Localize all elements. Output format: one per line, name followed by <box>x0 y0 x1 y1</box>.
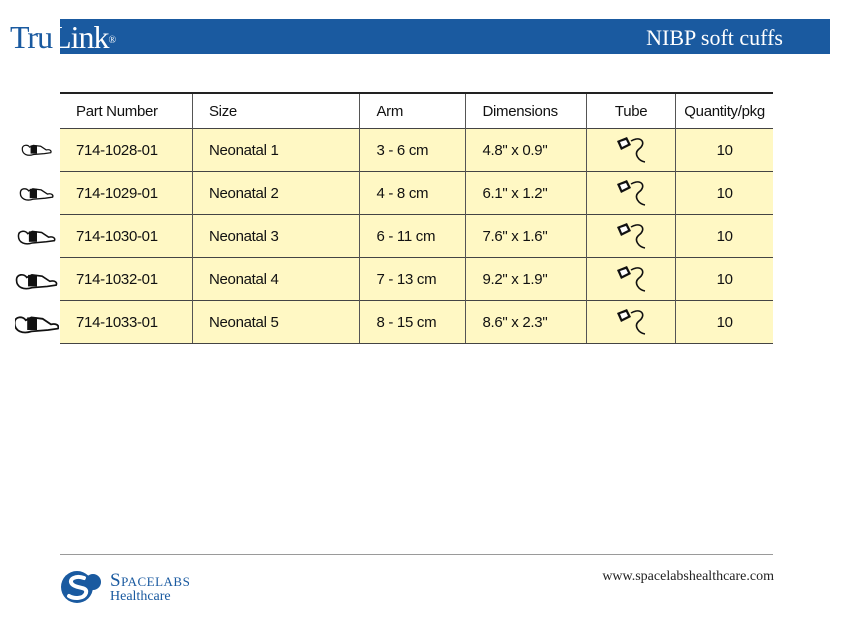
size-cell: Neonatal 4 <box>192 258 360 301</box>
column-header-size: Size <box>192 93 360 129</box>
size-cell: Neonatal 3 <box>192 215 360 258</box>
tube-connector-icon <box>611 281 651 298</box>
tube-connector-icon <box>611 152 651 169</box>
tube-cell <box>587 172 676 215</box>
cuff-icon <box>14 259 60 301</box>
size-cell: Neonatal 1 <box>192 129 360 172</box>
part-number-cell: 714-1028-01 <box>60 129 192 172</box>
dimensions-cell: 9.2" x 1.9" <box>466 258 587 301</box>
table-row <box>60 258 773 301</box>
dimensions-cell: 7.6" x 1.6" <box>466 215 587 258</box>
part-number-cell: 714-1029-01 <box>60 172 192 215</box>
arm-cell: 7 - 13 cm <box>360 258 466 301</box>
table-row <box>60 129 773 172</box>
table-row <box>60 301 773 344</box>
spacelabs-s-icon <box>60 570 104 604</box>
cuff-icon <box>14 128 60 170</box>
product-table <box>60 92 773 344</box>
arm-cell: 6 - 11 cm <box>360 215 466 258</box>
quantity-cell: 10 <box>676 215 773 258</box>
column-header-tube: Tube <box>587 93 676 129</box>
tube-cell <box>587 215 676 258</box>
column-header-dimensions: Dimensions <box>466 93 587 129</box>
spacelabs-logo <box>60 570 190 604</box>
part-number-cell: 714-1030-01 <box>60 215 192 258</box>
dimensions-cell: 4.8" x 0.9" <box>466 129 587 172</box>
tube-connector-icon <box>611 324 651 341</box>
logo-wordmark: Spacelabs <box>110 570 191 591</box>
column-header-arm: Arm <box>360 93 466 129</box>
website-link[interactable]: www.spacelabshealthcare.com <box>602 569 774 584</box>
column-header-part-number: Part Number <box>60 93 192 129</box>
tube-cell <box>587 258 676 301</box>
table-row <box>60 215 773 258</box>
cuff-icon <box>14 215 60 257</box>
part-number-cell: 714-1033-01 <box>60 301 192 344</box>
column-header-quantity: Quantity/pkg <box>676 93 773 129</box>
dimensions-cell: 6.1" x 1.2" <box>466 172 587 215</box>
part-number-cell: 714-1032-01 <box>60 258 192 301</box>
arm-cell: 3 - 6 cm <box>360 129 466 172</box>
logo-subtitle: Healthcare <box>110 589 171 604</box>
dimensions-cell: 8.6" x 2.3" <box>466 301 587 344</box>
footer-divider <box>60 554 773 555</box>
tube-connector-icon <box>611 195 651 212</box>
trulink-logo: TruLink® <box>10 19 116 55</box>
quantity-cell: 10 <box>676 172 773 215</box>
quantity-cell: 10 <box>676 301 773 344</box>
tube-cell <box>587 301 676 344</box>
cuff-icon <box>14 172 60 214</box>
tube-cell <box>587 129 676 172</box>
page-title: NIBP soft cuffs <box>646 25 783 50</box>
table-row <box>60 172 773 215</box>
arm-cell: 8 - 15 cm <box>360 301 466 344</box>
quantity-cell: 10 <box>676 258 773 301</box>
quantity-cell: 10 <box>676 129 773 172</box>
cuff-icon <box>14 302 60 344</box>
table-header-row <box>60 93 773 129</box>
tube-connector-icon <box>611 238 651 255</box>
size-cell: Neonatal 2 <box>192 172 360 215</box>
size-cell: Neonatal 5 <box>192 301 360 344</box>
arm-cell: 4 - 8 cm <box>360 172 466 215</box>
